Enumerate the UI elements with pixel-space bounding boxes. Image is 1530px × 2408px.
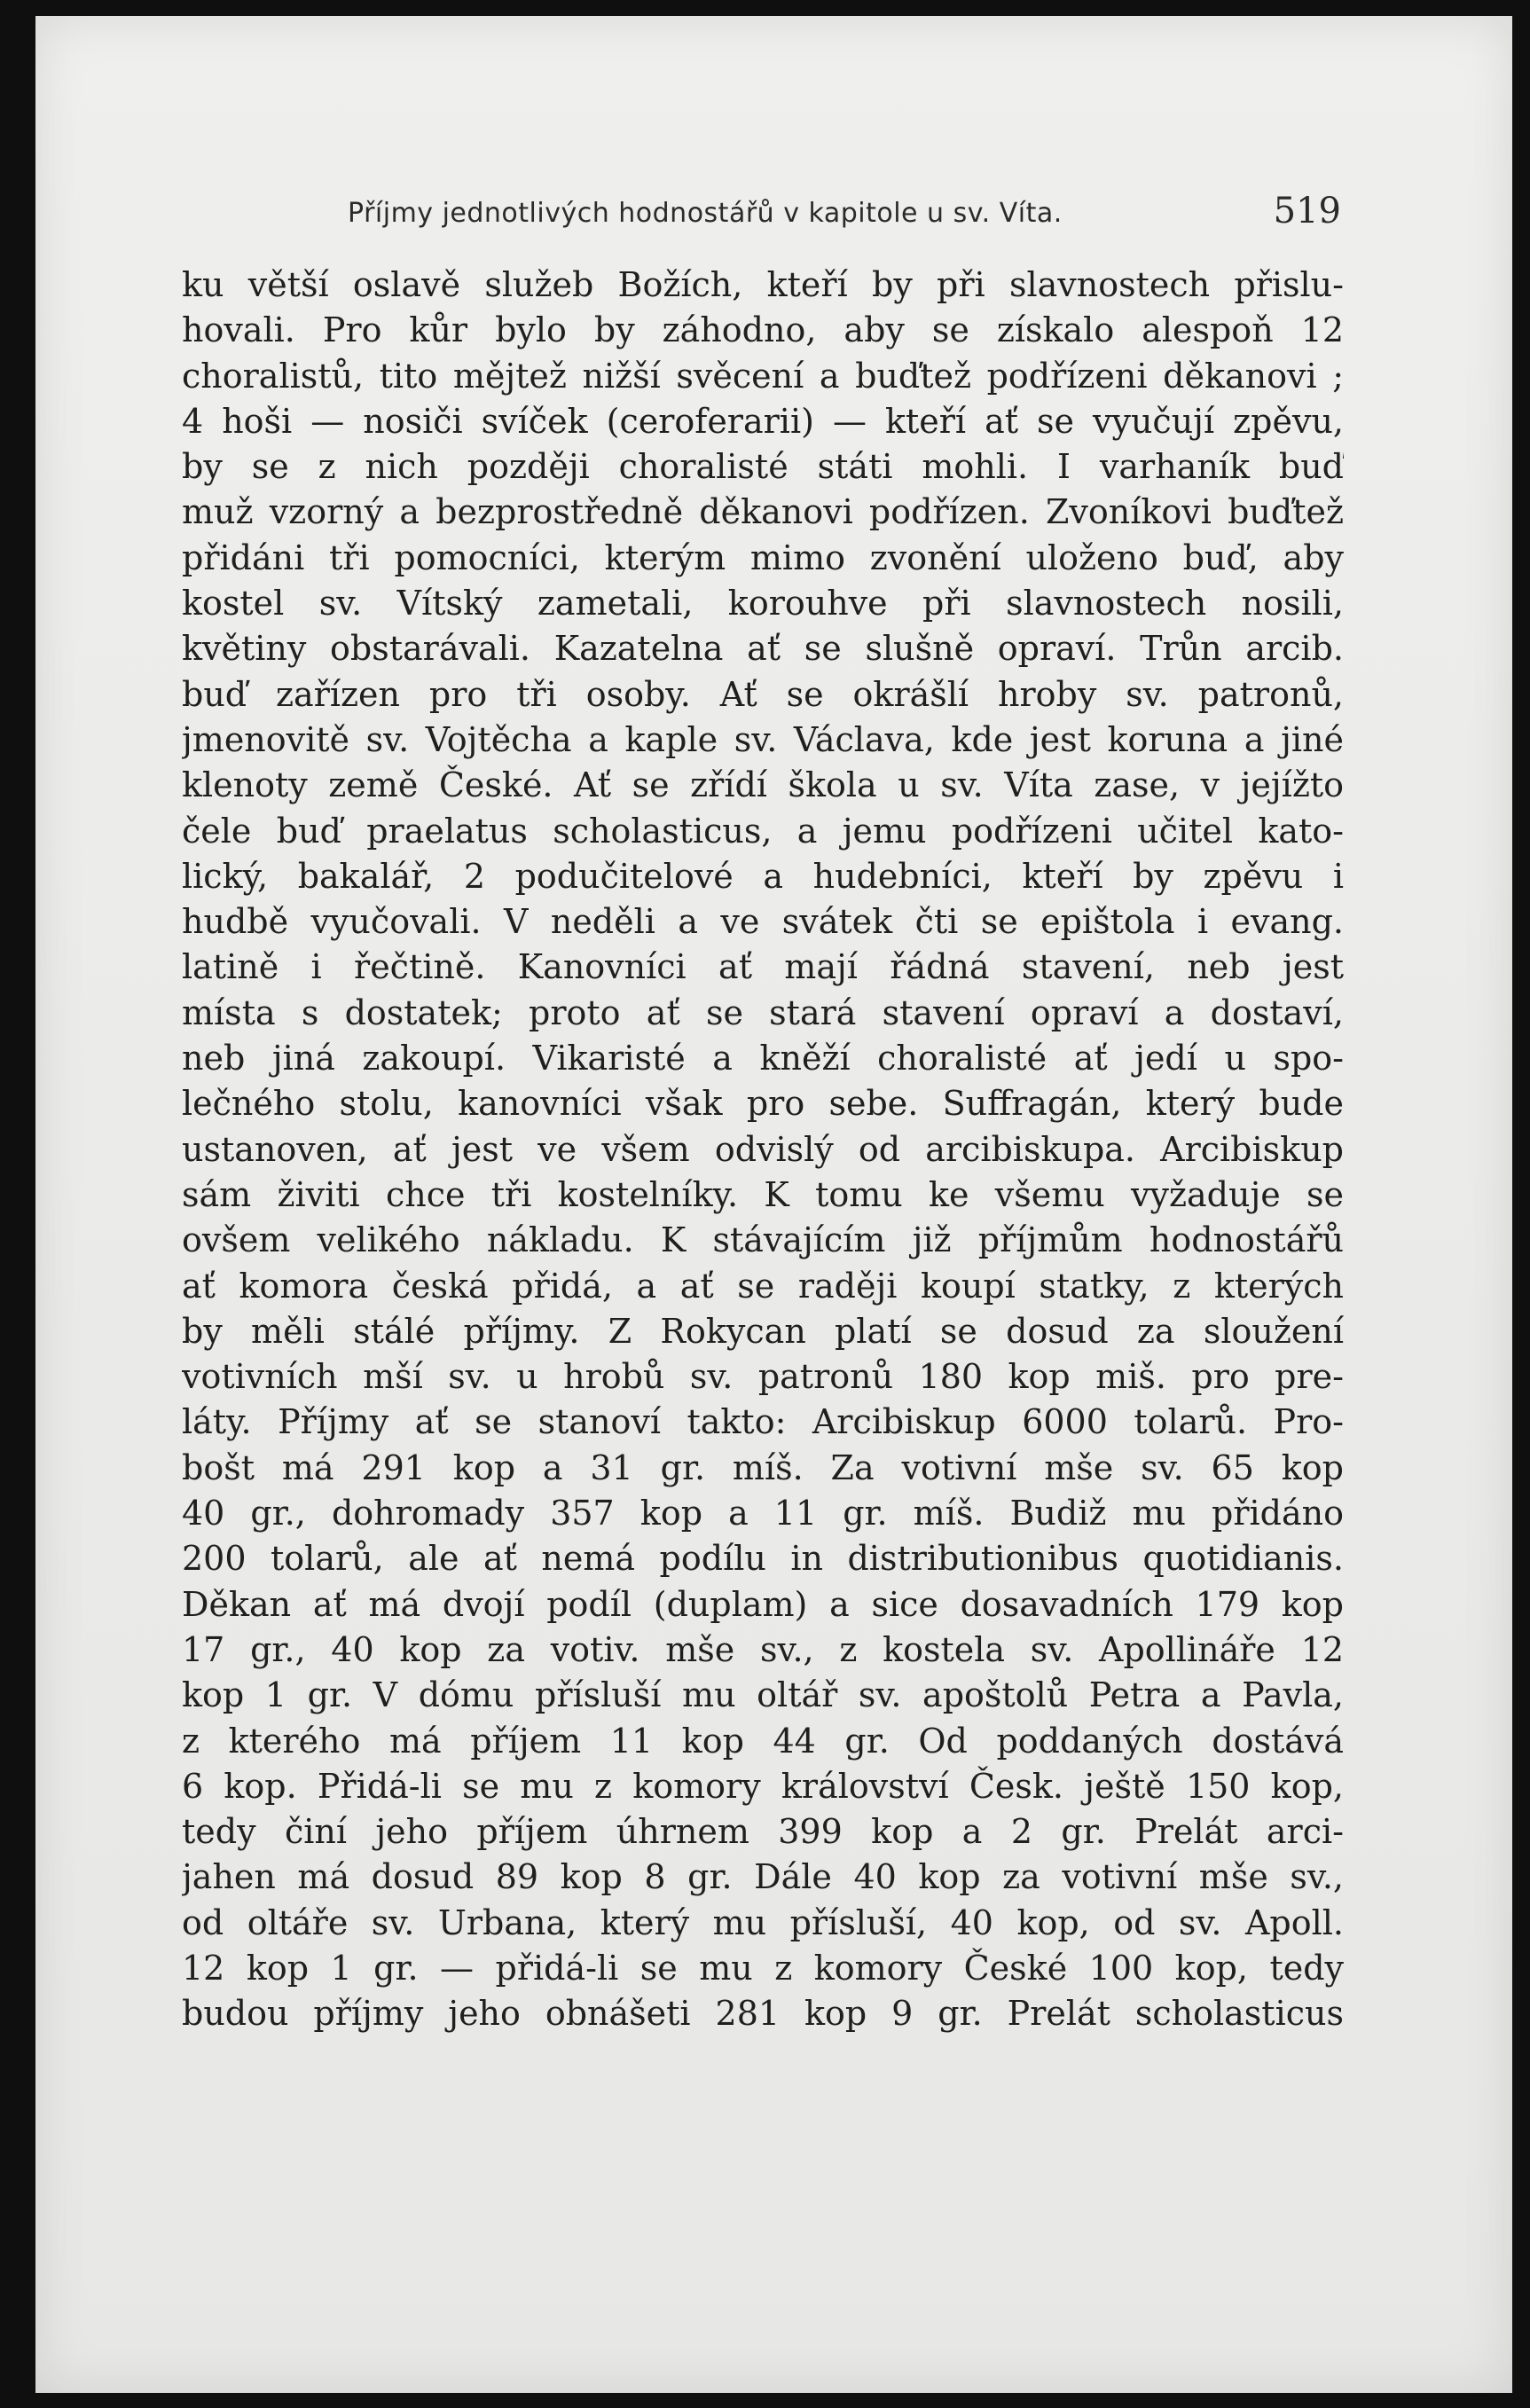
- running-header: [348, 189, 1341, 242]
- text-line: ovšem velikého nákladu. K stávajícím již příjmům hodnostářů: [182, 1220, 1344, 1260]
- text-line: budou příjmy jeho obnášeti 281 kop 9 gr. Prelát scholasticus: [182, 1994, 1344, 2034]
- text-line: kop 1 gr. V dómu přísluší mu oltář sv. apoštolů Petra a Pavla,: [182, 1675, 1344, 1715]
- text-line: 17 gr., 40 kop za votiv. mše sv., z kostela sv. Apollináře 12: [182, 1629, 1344, 1669]
- text-line: klenoty země České. Ať se zřídí škola u sv. Víta zase, v jejížto: [182, 765, 1344, 805]
- text-line: Děkan ať má dvojí podíl (duplam) a sice dosavadních 179 kop: [182, 1584, 1344, 1624]
- page-number: 519: [1273, 191, 1341, 231]
- text-line: hudbě vyučovali. V neděli a ve svátek čti se epištola i evang.: [182, 902, 1344, 942]
- text-line: ku větší oslavě služeb Božích, kteří by při slavnostech přislu-: [182, 265, 1344, 304]
- text-line: choralistů, tito mějtež nižší svěcení a buďtež podřízeni děkanovi ;: [182, 356, 1344, 396]
- text-line: 40 gr., dohromady 357 kop a 11 gr. míš. Budiž mu přidáno: [182, 1494, 1344, 1533]
- text-line: by měli stálé příjmy. Z Rokycan platí se dosud za sloužení: [182, 1311, 1344, 1351]
- text-line: sám živiti chce tři kostelníky. K tomu ke všemu vyžaduje se: [182, 1174, 1344, 1214]
- text-line: čele buď praelatus scholasticus, a jemu podřízeni učitel kato-: [182, 811, 1344, 851]
- text-line: lečného stolu, kanovníci však pro sebe. Suffragán, který bude: [182, 1084, 1344, 1124]
- text-line: květiny obstarávali. Kazatelna ať se slušně opraví. Trůn arcib.: [182, 629, 1344, 669]
- text-line: 12 kop 1 gr. — přidá-li se mu z komory České 100 kop, tedy: [182, 1948, 1344, 1988]
- text-line: z kterého má příjem 11 kop 44 gr. Od poddaných dostává: [182, 1721, 1344, 1761]
- text-line: buď zařízen pro tři osoby. Ať se okrášlí hroby sv. patronů,: [182, 674, 1344, 714]
- text-line: tedy činí jeho příjem úhrnem 399 kop a 2 gr. Prelát arci-: [182, 1812, 1344, 1852]
- text-line: jmenovitě sv. Vojtěcha a kaple sv. Václava, kde jest koruna a jiné: [182, 719, 1344, 759]
- book-page: [35, 16, 1512, 2393]
- text-line: bošt má 291 kop a 31 gr. míš. Za votivní mše sv. 65 kop: [182, 1447, 1344, 1487]
- text-line: 200 tolarů, ale ať nemá podílu in distributionibus quotidianis.: [182, 1539, 1344, 1579]
- text-line: kostel sv. Vítský zametali, korouhve při slavnostech nosili,: [182, 584, 1344, 624]
- text-line: hovali. Pro kůr bylo by záhodno, aby se získalo alespoň 12: [182, 310, 1344, 350]
- text-line: neb jiná zakoupí. Vikaristé a kněží choralisté ať jedí u spo-: [182, 1039, 1344, 1079]
- text-line: od oltáře sv. Urbana, který mu přísluší, 40 kop, od sv. Apoll.: [182, 1902, 1344, 1942]
- text-line: votivních mší sv. u hrobů sv. patronů 180 kop miš. pro pre-: [182, 1357, 1344, 1397]
- text-line: 6 kop. Přidá-li se mu z komory království Česk. ještě 150 kop,: [182, 1766, 1344, 1806]
- text-line: by se z nich později choralisté státi mohli. I varhaník buď: [182, 447, 1344, 487]
- text-line: 4 hoši — nosiči svíček (ceroferarii) — kteří ať se vyučují zpěvu,: [182, 401, 1344, 441]
- running-title: Příjmy jednotlivých hodnostářů v kapitole u sv. Víta.: [348, 198, 1063, 229]
- text-line: muž vzorný a bezprostředně děkanovi podřízen. Zvoníkovi buďtež: [182, 492, 1344, 532]
- text-line: lický, bakalář, 2 podučitelové a hudebníci, kteří by zpěvu i: [182, 856, 1344, 896]
- text-line: latině i řečtině. Kanovníci ať mají řádná stavení, neb jest: [182, 947, 1344, 987]
- text-line: ustanoven, ať jest ve všem odvislý od arcibiskupa. Arcibiskup: [182, 1129, 1344, 1169]
- text-line: jahen má dosud 89 kop 8 gr. Dále 40 kop za votivní mše sv.,: [182, 1857, 1344, 1897]
- body-text: [182, 263, 1344, 2037]
- text-line: místa s dostatek; proto ať se stará stavení opraví a dostaví,: [182, 992, 1344, 1032]
- text-line: přidáni tři pomocníci, kterým mimo zvonění uloženo buď, aby: [182, 537, 1344, 577]
- text-line: láty. Příjmy ať se stanoví takto: Arcibiskup 6000 tolarů. Pro-: [182, 1402, 1344, 1442]
- text-line: ať komora česká přidá, a ať se raději koupí statky, z kterých: [182, 1266, 1344, 1306]
